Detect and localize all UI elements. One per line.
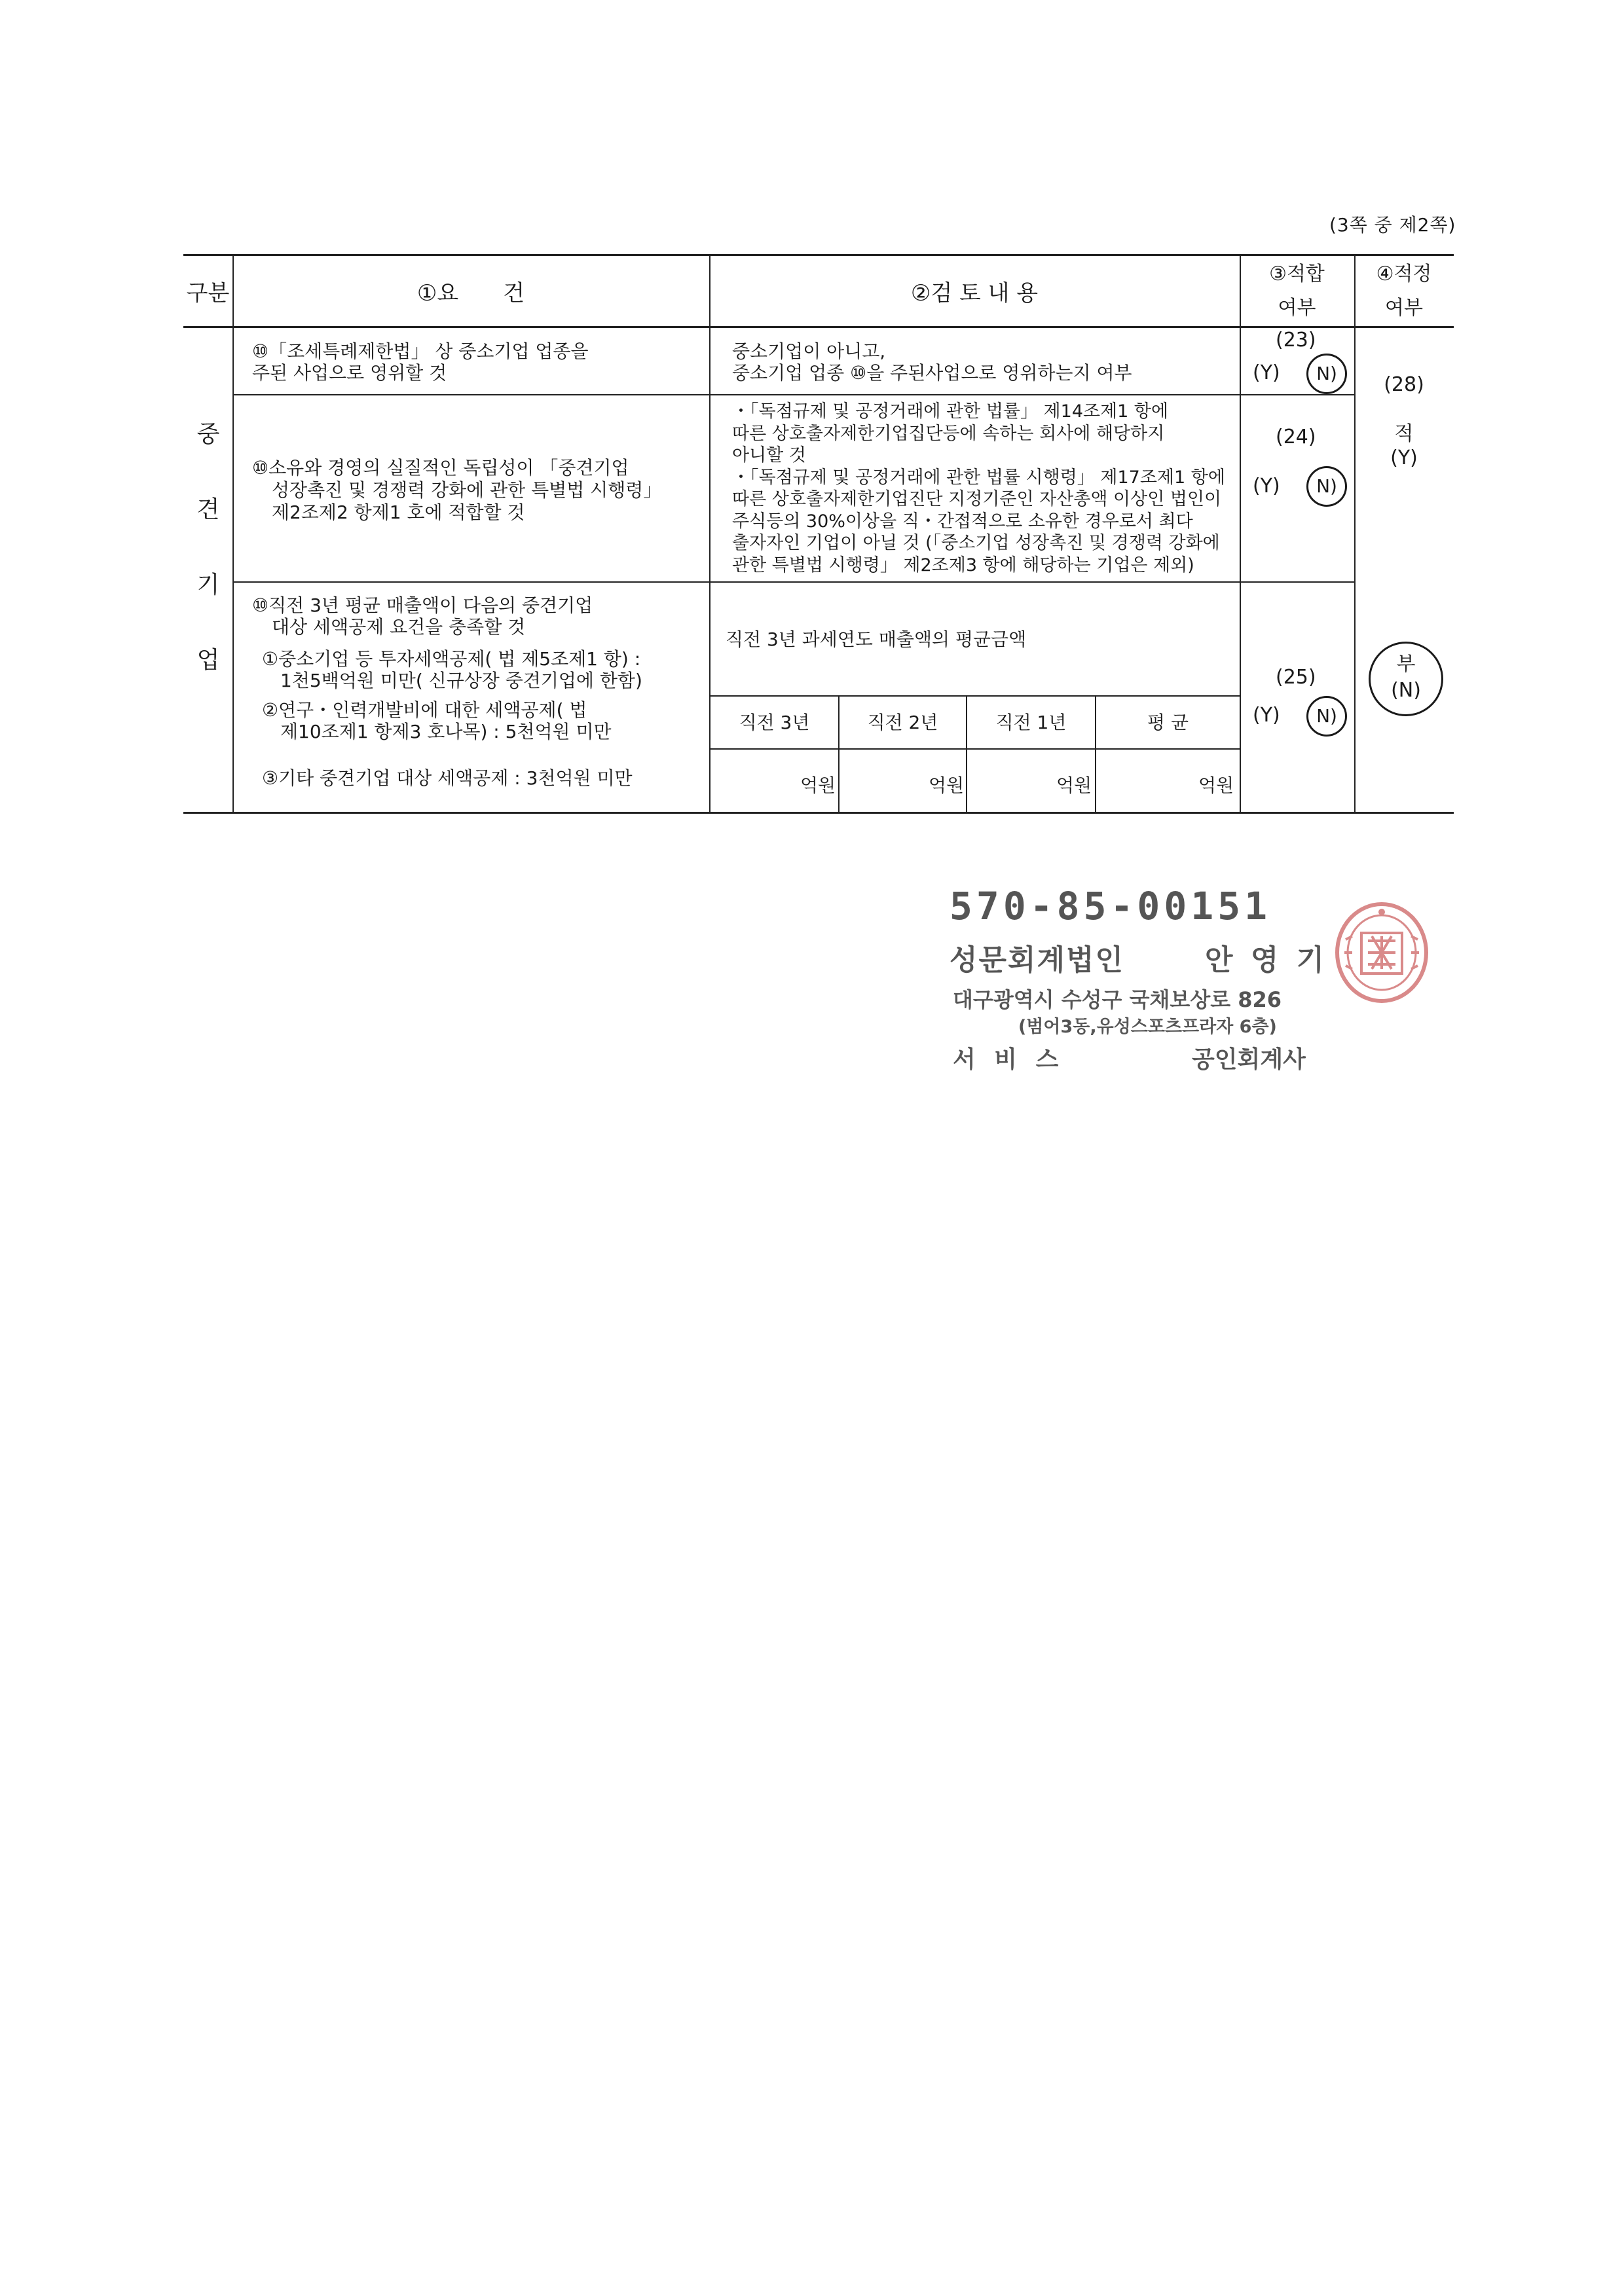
row2-review: ・「독점규제 및 공정거래에 관한 법률」 제14조제1 항에 따른 상호출자제한기업집단등에 속하는 회사에 해당하지 아니할 것 ・「독점규제 및 공정거래에 관한 법률 시행령」 제17조제1 항에 따른 상호출자제한기업진단 지정기준인 자산총액 이상인 법인이 주식등의 30%이상을 직・간접적으로 소유한 경우로서 최다 출자자인 기업이 아닐 것 (「중소기업 성장촉진 및 경쟁력 강화에 관한 특별법 시행령」 제2조제3 항에 해당하는 기업은 제외) [732, 401, 1225, 575]
page-number: (3쪽 중 제2쪽) [1329, 214, 1456, 236]
official-seal-icon [1333, 900, 1431, 1005]
sales-unit-3y: 억원 [800, 774, 836, 796]
row3-code: (25) [1276, 666, 1316, 689]
row3-requirement-main: ⑩직전 3년 평균 매출액이 다음의 중견기업 대상 세액공제 요건을 충족할 것 [252, 594, 593, 638]
row2-yes: (Y) [1253, 475, 1280, 498]
proper-no-circle: 부 (N) [1369, 642, 1443, 716]
row2-code: (24) [1276, 426, 1316, 448]
category-char: 업 [196, 647, 220, 674]
sales-header-avg: 평 균 [1147, 712, 1189, 733]
proper-label: 적 [1394, 422, 1414, 445]
row2-no-circle: N) [1306, 466, 1347, 507]
row3-requirement-sub2: ②연구・인력개발비에 대한 세액공제( 법 제10조제1 항제3 호나목) : 5천억원 미만 [262, 699, 612, 742]
row3-yes: (Y) [1253, 704, 1280, 727]
row1-review: 중소기업이 아니고, 중소기업 업종 ⑩을 주된사업으로 영위하는지 여부 [732, 340, 1132, 384]
stamp-item: 공인회계사 [1192, 1046, 1306, 1073]
stamp-reg-no: 570-85-00151 [950, 884, 1272, 928]
row1-no-circle: N) [1306, 354, 1347, 394]
stamp-firm: 성문회계법인 [950, 943, 1125, 977]
category-char: 중 [196, 421, 220, 448]
header-proper: ④적정 여부 [1376, 263, 1432, 319]
sales-unit-avg: 억원 [1198, 774, 1234, 796]
header-requirement: ①요 건 [416, 280, 525, 306]
stamp-address2: (범어3동,유성스포츠프라자 6층) [1018, 1017, 1277, 1037]
category-char: 견 [196, 496, 220, 523]
stamp-type: 서 비 스 [953, 1046, 1064, 1073]
row3-requirement-sub1: ①중소기업 등 투자세액공제( 법 제5조제1 항) : 1천5백억원 미만( 신규상장 중견기업에 한함) [262, 648, 642, 691]
row2-requirement: ⑩소유와 경영의 실질적인 독립성이 「중견기업 성장촉진 및 경쟁력 강화에 관한 특별법 시행령」 제2조제2 항제1 호에 적합할 것 [252, 457, 662, 523]
category-char: 기 [196, 572, 220, 598]
sales-header-2y: 직전 2년 [867, 712, 938, 733]
header-review: ②검 토 내 용 [910, 280, 1039, 306]
row3-requirement-sub3: ③기타 중견기업 대상 세액공제 : 3천억원 미만 [262, 767, 633, 789]
proper-code: (28) [1384, 373, 1424, 396]
row1-requirement: ⑩「조세특례제한법」 상 중소기업 업종을 주된 사업으로 영위할 것 [252, 340, 589, 384]
proper-value: (Y) [1390, 446, 1418, 469]
row1-code: (23) [1276, 329, 1316, 352]
stamp-name: 안 영 기 [1205, 943, 1329, 977]
row1-yes: (Y) [1253, 361, 1280, 384]
row3-no-circle: N) [1306, 696, 1347, 737]
sales-header-3y: 직전 3년 [739, 712, 810, 733]
sales-unit-1y: 억원 [1056, 774, 1092, 796]
header-category: 구분 [186, 280, 230, 306]
row3-review-title: 직전 3년 과세연도 매출액의 평균금액 [726, 629, 1027, 650]
header-fit: ③적합 여부 [1269, 263, 1325, 319]
sales-unit-2y: 억원 [929, 774, 965, 796]
stamp-address1: 대구광역시 수성구 국채보상로 826 [953, 987, 1282, 1012]
sales-header-1y: 직전 1년 [995, 712, 1067, 733]
